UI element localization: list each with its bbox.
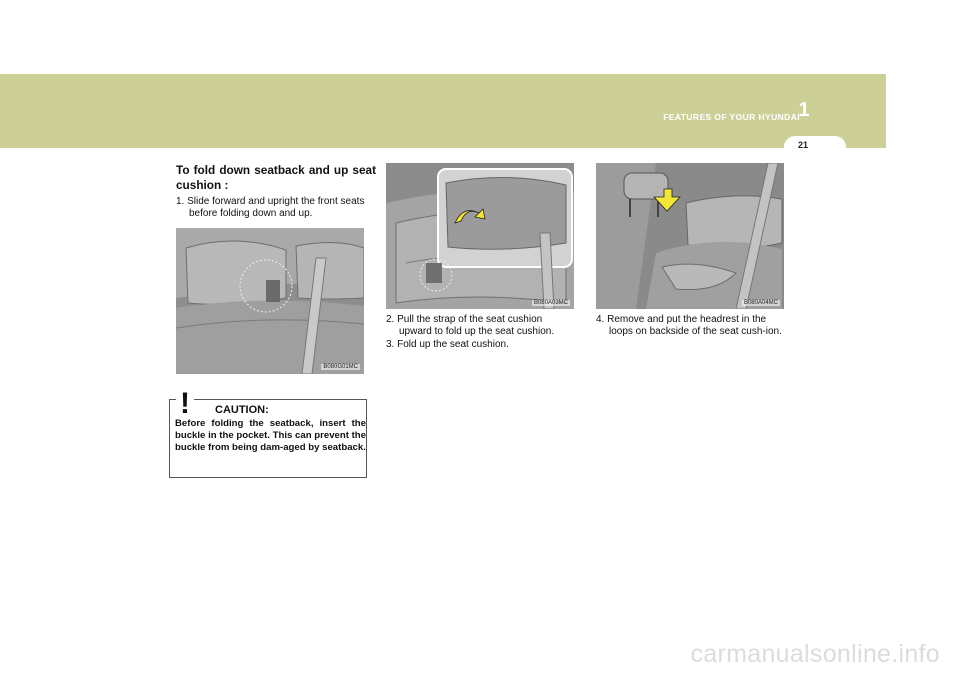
chapter-number: 1 xyxy=(798,99,810,121)
figure-headrest-loops xyxy=(596,163,784,309)
watermark: carmanualsonline.info xyxy=(690,640,940,668)
seat-buckle-illustration xyxy=(176,228,364,374)
figure-seat-cushion-strap xyxy=(386,163,574,309)
chapter-title: FEATURES OF YOUR HYUNDAI xyxy=(663,112,800,122)
header-band xyxy=(0,74,886,148)
exclamation-icon: ! xyxy=(176,389,194,419)
page-number: 21 xyxy=(797,140,808,150)
caution-title: CAUTION: xyxy=(215,404,269,416)
step-4: 4. Remove and put the headrest in the loops on backside of the seat cush-ion. xyxy=(596,314,782,338)
caution-text: Before folding the seatback, insert the buckle in the pocket. This can prevent the buckle from being dam-aged by seatback. xyxy=(175,418,366,453)
step-1: 1. Slide forward and upright the front seats before folding down and up. xyxy=(176,196,365,220)
section-heading: To fold down seatback and up seat cushion : xyxy=(176,163,376,192)
step-2: 2. Pull the strap of the seat cushion upward to fold up the seat cushion. xyxy=(386,314,555,338)
headrest-illustration xyxy=(596,163,784,309)
seat-cushion-illustration xyxy=(386,163,574,309)
figure-code: B080G01MC xyxy=(323,364,358,370)
figure-code: B080A04MC xyxy=(743,300,778,306)
figure-seat-buckle xyxy=(176,228,364,374)
step-3: 3. Fold up the seat cushion. xyxy=(386,339,509,350)
figure-code: B080A03MC xyxy=(533,300,568,306)
